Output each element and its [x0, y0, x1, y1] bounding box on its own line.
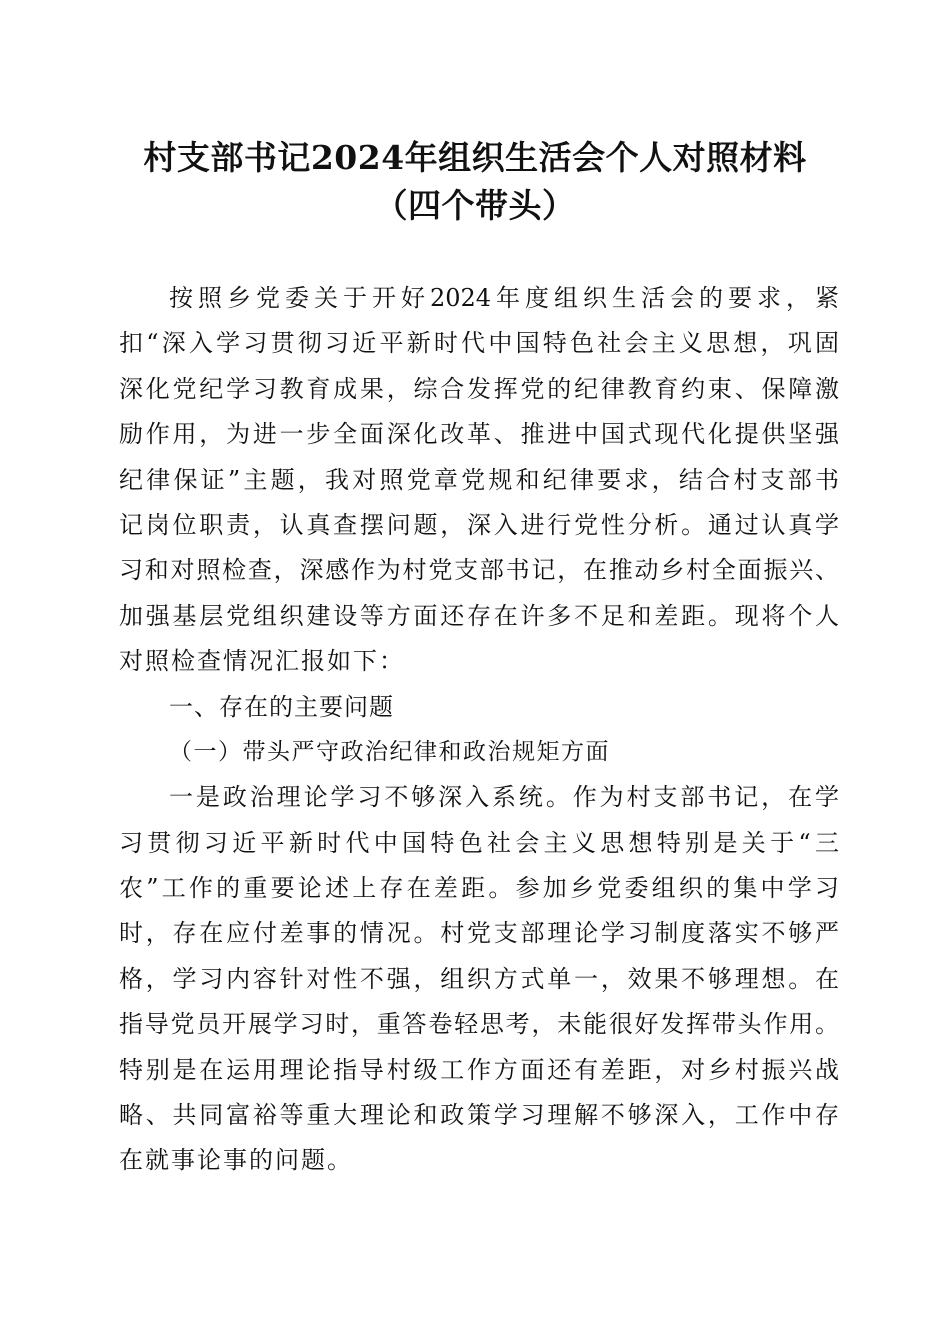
paragraph-line: 指导党员开展学习时，重答卷轻思考，未能很好发挥带头作用。	[119, 1010, 839, 1039]
document-title	[0, 134, 950, 230]
paragraph-line: 农”工作的重要论述上存在差距。参加乡党委组织的集中学习	[119, 874, 839, 903]
intro-line: 深化党纪学习教育成果，综合发挥党的纪律教育约束、保障激	[119, 374, 839, 403]
intro-line: 扣“深入学习贯彻习近平新时代中国特色社会主义思想，巩固	[119, 329, 839, 358]
section-heading: 一、存在的主要问题	[169, 692, 394, 721]
intro-line: 励作用，为进一步全面深化改革、推进中国式现代化提供坚强	[119, 420, 839, 449]
intro-line: 记岗位职责，认真查摆问题，深入进行党性分析。通过认真学	[119, 510, 839, 539]
paragraph-line: 一是政治理论学习不够深入系统。作为村支部书记，在学	[169, 783, 839, 812]
paragraph-line: 格，学习内容针对性不强，组织方式单一，效果不够理想。在	[119, 964, 839, 993]
paragraph-line: 特别是在运用理论指导村级工作方面还有差距，对乡村振兴战	[119, 1055, 839, 1084]
intro-line: 纪律保证”主题，我对照党章党规和纪律要求，结合村支部书	[119, 465, 839, 494]
paragraph-line: 时，存在应付差事的情况。村党支部理论学习制度落实不够严	[119, 919, 839, 948]
subsection-heading: （一）带头严守政治纪律和政治规矩方面	[169, 738, 610, 765]
intro-line: 按照乡党委关于开好2024年度组织生活会的要求，紧	[169, 284, 839, 312]
paragraph-line: 略、共同富裕等重大理论和政策学习理解不够深入，工作中存	[119, 1101, 839, 1130]
intro-line: 加强基层党组织建设等方面还存在许多不足和差距。现将个人	[119, 601, 839, 630]
title-line-1: 村支部书记2024年组织生活会个人对照材料	[143, 138, 807, 177]
document-body	[119, 276, 839, 1184]
intro-line: 习和对照检查，深感作为村党支部书记，在推动乡村全面振兴、	[119, 556, 839, 585]
intro-line: 对照检查情况汇报如下：	[119, 647, 405, 676]
title-line-2: （四个带头）	[374, 186, 576, 225]
paragraph-line: 在就事论事的问题。	[119, 1146, 353, 1175]
paragraph-line: 习贯彻习近平新时代中国特色社会主义思想特别是关于“三	[119, 828, 839, 857]
